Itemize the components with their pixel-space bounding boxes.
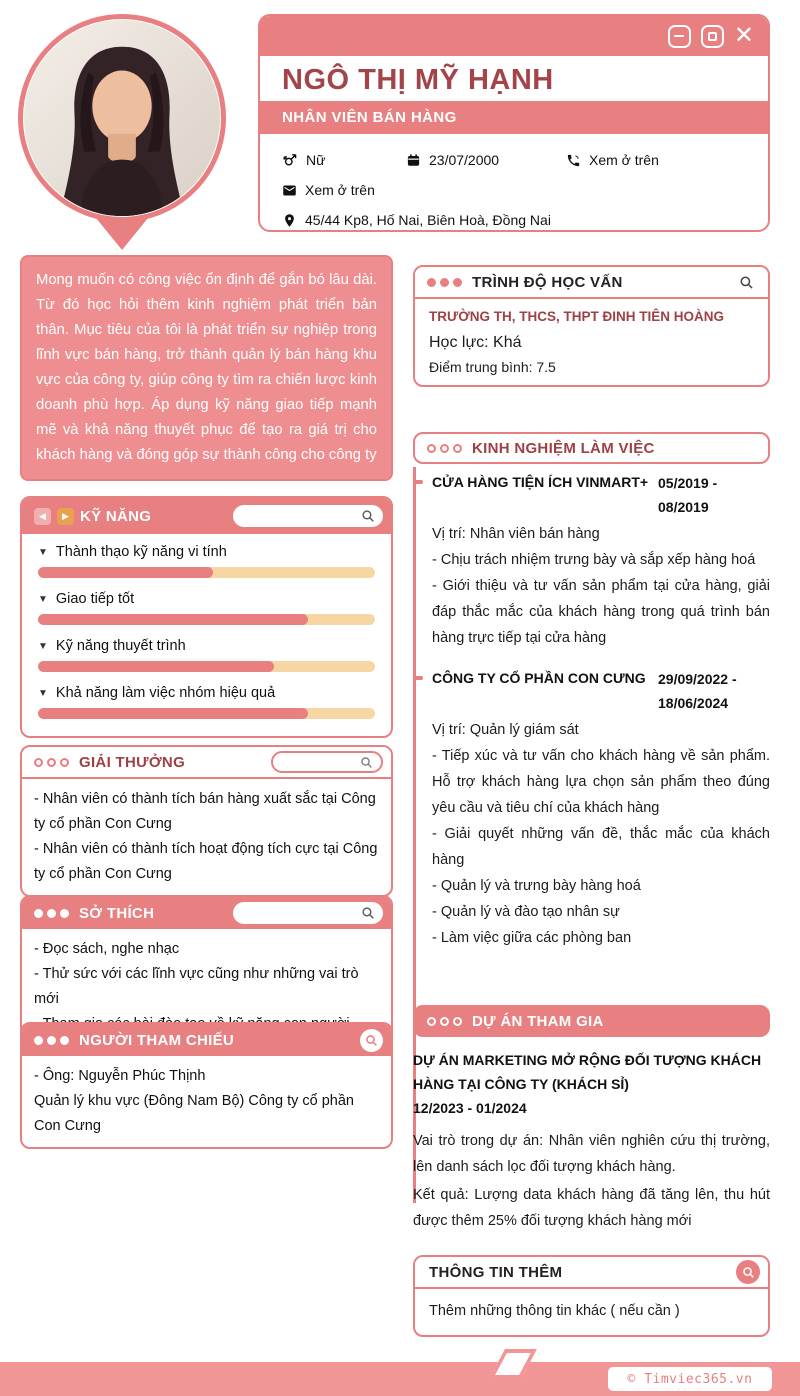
profile-photo xyxy=(18,14,226,222)
hobbies-header xyxy=(22,897,391,929)
company-name: CỬA HÀNG TIỆN ÍCH VINMART+ xyxy=(432,474,649,490)
more-info-note: Thêm những thông tin khác ( nếu cần ) xyxy=(429,1303,680,1319)
awards-section xyxy=(20,745,393,897)
award-item: - Nhân viên có thành tích hoạt động tích cực tại Công ty cổ phần Con Cưng xyxy=(34,841,378,882)
phone-item xyxy=(566,152,659,168)
job-entry xyxy=(432,471,770,651)
projects-header xyxy=(413,1005,770,1037)
skill-bar xyxy=(38,661,375,672)
project-period: 12/2023 - 01/2024 xyxy=(413,1100,527,1116)
job-entry xyxy=(432,667,770,951)
next-arrow-icon[interactable]: ▶ xyxy=(57,508,74,525)
awards-list xyxy=(22,779,391,895)
job-detail: - Quản lý và trưng bày hàng hoá xyxy=(432,878,641,894)
candidate-name: NGÔ THỊ MỸ HẠNH xyxy=(282,64,554,96)
skill-bar-fill xyxy=(38,614,308,625)
experience-header xyxy=(413,432,770,464)
left-column xyxy=(20,255,393,1345)
references-title: NGƯỜI THAM CHIẾU xyxy=(79,1031,235,1049)
objective-box xyxy=(20,255,393,481)
search-icon xyxy=(360,756,373,769)
education-search-icon[interactable] xyxy=(739,275,760,290)
skills-header xyxy=(22,498,391,534)
triangle-bullet-icon: ▼ xyxy=(38,593,48,605)
skill-bar-fill xyxy=(38,708,308,719)
gender-icon xyxy=(282,152,298,168)
hobby-item: - Đọc sách, nghe nhạc xyxy=(34,941,180,957)
skill-item xyxy=(38,544,375,578)
email-item xyxy=(282,182,375,198)
skill-bar-fill xyxy=(38,567,213,578)
job-detail: - Quản lý và đào tạo nhân sự xyxy=(432,904,620,920)
reference-line: - Ông: Nguyễn Phúc Thịnh xyxy=(34,1068,206,1084)
job-title-bar xyxy=(260,101,768,134)
photo-pointer xyxy=(96,218,148,250)
projects-title: DỰ ÁN THAM GIA xyxy=(472,1012,604,1030)
more-info-title: THÔNG TIN THÊM xyxy=(429,1263,563,1281)
header-card xyxy=(258,14,770,232)
job-detail: - Tiếp xúc và tư vấn cho khách hàng về sản phẩm. Hỗ trợ khách hàng lựa chọn sản phẩm theo đúng yêu cầu và tiêu chí của khách hàng xyxy=(432,748,770,816)
skills-title: KỸ NĂNG xyxy=(80,507,152,525)
project-entry xyxy=(413,1048,770,1236)
close-button[interactable]: ✕ xyxy=(733,22,754,49)
skills-list xyxy=(22,534,391,736)
references-header xyxy=(22,1024,391,1056)
triangle-bullet-icon: ▼ xyxy=(38,687,48,699)
job-detail: - Giải quyết những vấn đề, thắc mắc của khách hàng xyxy=(432,826,770,868)
skill-label: Kỹ năng thuyết trình xyxy=(55,638,186,654)
awards-search-box[interactable] xyxy=(271,751,383,773)
dots-icon xyxy=(34,909,69,918)
triangle-bullet-icon: ▼ xyxy=(38,640,48,652)
job-detail: - Làm việc giữa các phòng ban xyxy=(432,930,632,946)
search-icon xyxy=(742,1266,755,1279)
window-titlebar xyxy=(260,16,768,56)
contact-info xyxy=(260,134,768,232)
hobbies-title: SỞ THÍCH xyxy=(79,904,155,922)
minimize-button[interactable] xyxy=(668,25,691,48)
minimize-icon xyxy=(674,35,684,38)
education-body xyxy=(415,299,768,385)
company-name: CÔNG TY CỔ PHẦN CON CƯNG xyxy=(432,670,646,686)
skill-bar xyxy=(38,614,375,625)
skills-search-box[interactable] xyxy=(233,505,383,527)
birthday-item xyxy=(406,152,566,168)
skill-bar xyxy=(38,567,375,578)
search-icon xyxy=(361,906,375,920)
project-result: Kết quả: Lượng data khách hàng đã tăng lên, thu hút được thêm 25% đối tượng khách hàng mới xyxy=(413,1187,770,1229)
footer-bar xyxy=(0,1362,800,1396)
name-row xyxy=(260,56,768,101)
references-search-icon[interactable] xyxy=(360,1029,383,1052)
phone-icon xyxy=(566,153,581,168)
maximize-icon xyxy=(708,32,717,41)
awards-title: GIẢI THƯỞNG xyxy=(79,753,186,771)
objective-text: Mong muốn có công việc ổn định để gắn bó lâu dài. Từ đó học hỏi thêm kinh nghiệm phát triển bản thân. Mục tiêu của tôi là phát triển sự nghiệp trong lĩnh vực bán hàng, trở thành quản lý bán hàng khu vực của công ty, giúp công ty tìm ra chiến lược kinh doanh phù hợp. Áp dụng kỹ năng giao tiếp mạnh mẽ và khả năng thuyết phục để tạo ra giá trị cho khách hàng và đóng góp sự thành công cho công ty xyxy=(36,272,377,463)
skill-item xyxy=(38,591,375,625)
avatar xyxy=(23,19,221,217)
email-icon xyxy=(282,183,297,198)
skills-section xyxy=(20,496,393,738)
contact-row-3 xyxy=(282,205,746,232)
grade-line: Học lực: Khá xyxy=(429,334,522,351)
experience-title: KINH NGHIỆM LÀM VIỆC xyxy=(472,439,655,457)
job-detail: - Giới thiệu và tư vấn sản phẩm tại cửa hàng, giải đáp thắc mắc của khách hàng trong quá trình bán hàng trực tiếp tại cửa hàng xyxy=(432,578,770,646)
dots-icon xyxy=(427,444,462,453)
references-section xyxy=(20,1022,393,1149)
dots-icon xyxy=(427,278,462,287)
maximize-button[interactable] xyxy=(701,25,724,48)
gender-item xyxy=(282,152,406,168)
more-info-search-icon[interactable] xyxy=(736,1260,760,1284)
prev-arrow-icon[interactable]: ◀ xyxy=(34,508,51,525)
job-detail: - Chịu trách nhiệm trưng bày và sắp xếp hàng hoá xyxy=(432,552,756,568)
hobbies-search-box[interactable] xyxy=(233,902,383,924)
skill-item xyxy=(38,638,375,672)
award-item: - Nhân viên có thành tích bán hàng xuất sắc tại Công ty cổ phần Con Cưng xyxy=(34,791,376,832)
address-item xyxy=(282,212,551,228)
dots-icon xyxy=(34,758,69,767)
reference-line: Quản lý khu vực (Đông Nam Bộ) Công ty cổ phần Con Cưng xyxy=(34,1093,354,1134)
skill-bar xyxy=(38,708,375,719)
education-title: TRÌNH ĐỘ HỌC VẤN xyxy=(472,273,623,291)
gender-value: Nữ xyxy=(306,152,326,168)
contact-row-2 xyxy=(282,175,746,205)
education-section xyxy=(413,265,770,387)
more-info-header xyxy=(415,1257,768,1289)
skill-bar-fill xyxy=(38,661,274,672)
gpa-line: Điểm trung bình: 7.5 xyxy=(429,359,556,375)
project-role: Vai trò trong dự án: Nhân viên nghiên cứu thị trường, lên danh sách lọc đối tượng khách hàng. xyxy=(413,1133,770,1175)
skill-label: Thành thạo kỹ năng vi tính xyxy=(55,544,227,560)
email-value: Xem ở trên xyxy=(305,182,375,198)
dots-icon xyxy=(34,1036,69,1045)
skill-label: Khả năng làm việc nhóm hiệu quả xyxy=(55,685,276,701)
birthday-value: 23/07/2000 xyxy=(429,152,500,168)
school-name: TRƯỜNG TH, THCS, THPT ĐINH TIÊN HOÀNG xyxy=(429,309,724,324)
skill-item xyxy=(38,685,375,719)
brand-badge xyxy=(608,1367,772,1391)
search-icon xyxy=(365,1034,378,1047)
calendar-icon xyxy=(406,153,421,168)
phone-value: Xem ở trên xyxy=(589,152,659,168)
contact-row-1 xyxy=(282,145,746,175)
awards-header xyxy=(22,747,391,779)
job-period: 29/09/2022 - 18/06/2024 xyxy=(658,671,737,711)
references-list xyxy=(22,1056,391,1147)
more-info-section xyxy=(413,1255,770,1337)
job-period: 05/2019 - 08/2019 xyxy=(658,475,718,515)
search-icon xyxy=(739,275,754,290)
right-column xyxy=(413,255,770,1355)
triangle-bullet-icon: ▼ xyxy=(38,546,48,558)
skill-label: Giao tiếp tốt xyxy=(55,591,135,607)
education-header xyxy=(415,267,768,299)
brand-text: © Timviec365.vn xyxy=(627,1371,753,1387)
dots-icon xyxy=(427,1017,462,1026)
hobby-item: - Thử sức với các lĩnh vực cũng như những vai trò mới xyxy=(34,966,359,1007)
job-position: Vị trí: Quản lý giám sát xyxy=(432,722,579,738)
location-icon xyxy=(282,213,297,228)
job-position: Vị trí: Nhân viên bán hàng xyxy=(432,526,600,542)
address-value: 45/44 Kp8, Hố Nai, Biên Hoà, Đồng Nai xyxy=(305,212,551,228)
more-info-body xyxy=(415,1289,768,1335)
project-name: DỰ ÁN MARKETING MỞ RỘNG ĐỐI TƯỢNG KHÁCH HÀNG TẠI CÔNG TY (KHÁCH SỈ) xyxy=(413,1052,762,1092)
job-title: NHÂN VIÊN BÁN HÀNG xyxy=(282,109,457,126)
search-icon xyxy=(361,509,375,523)
